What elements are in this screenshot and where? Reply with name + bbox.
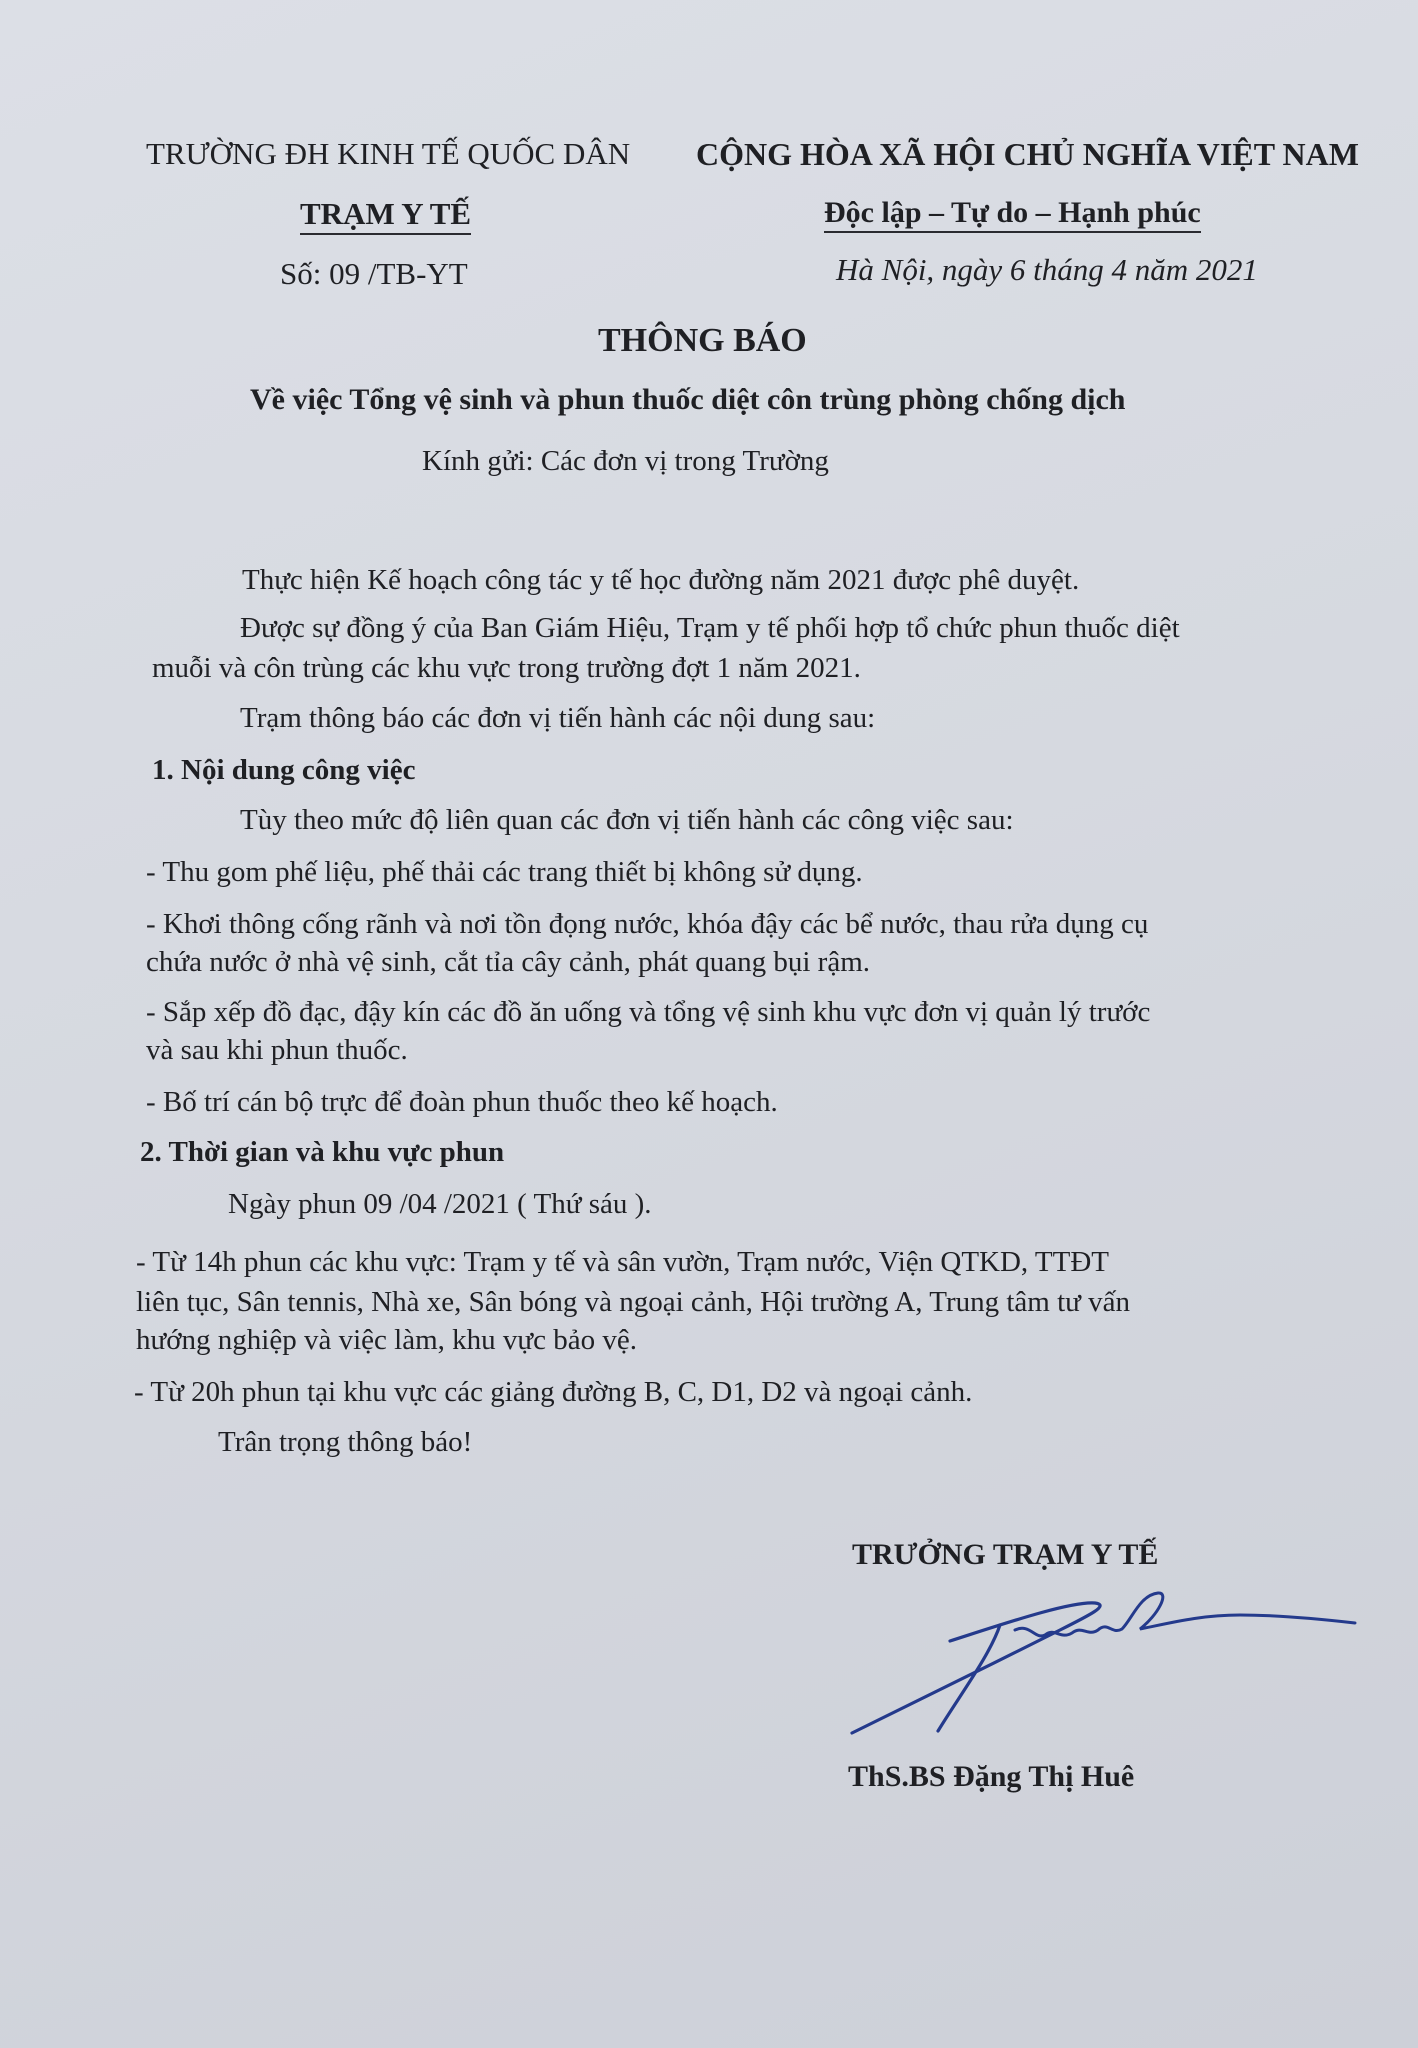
recipient-line: Kính gửi: Các đơn vị trong Trường [422, 445, 829, 477]
signer-title: TRƯỞNG TRẠM Y TẾ [852, 1538, 1159, 1571]
document-date: Hà Nội, ngày 6 tháng 4 năm 2021 [836, 252, 1258, 287]
section-2-item-1-line-1: - Từ 14h phun các khu vực: Trạm y tế và sân vườn, Trạm nước, Viện QTKD, TTĐT [136, 1246, 1109, 1278]
paragraph-1: Thực hiện Kế hoạch công tác y tế học đường năm 2021 được phê duyệt. [242, 564, 1080, 596]
document-subject: Về việc Tổng vệ sinh và phun thuốc diệt côn trùng phòng chống dịch [250, 383, 1126, 416]
issuing-organization: TRƯỜNG ĐH KINH TẾ QUỐC DÂN [146, 136, 631, 171]
section-1-item-1: - Thu gom phế liệu, phế thải các trang thiết bị không sử dụng. [146, 856, 863, 888]
section-1-intro: Tùy theo mức độ liên quan các đơn vị tiến hành các công việc sau: [240, 804, 1014, 836]
section-1-item-2-line-1: - Khơi thông cống rãnh và nơi tồn đọng nước, khóa đậy các bể nước, thau rửa dụng cụ [146, 908, 1149, 940]
section-2-item-2: - Từ 20h phun tại khu vực các giảng đường B, C, D1, D2 và ngoại cảnh. [134, 1376, 973, 1408]
signer-name: ThS.BS Đặng Thị Huê [848, 1760, 1135, 1793]
section-1-item-3-line-1: - Sắp xếp đồ đạc, đậy kín các đồ ăn uống và tổng vệ sinh khu vực đơn vị quản lý trước [146, 996, 1151, 1028]
paragraph-2-line-1: Được sự đồng ý của Ban Giám Hiệu, Trạm y tế phối hợp tổ chức phun thuốc diệt [240, 612, 1180, 644]
paragraph-2-line-2: muỗi và côn trùng các khu vực trong trường đợt 1 năm 2021. [152, 652, 861, 684]
closing-line: Trân trọng thông báo! [218, 1426, 473, 1458]
national-motto-label: Độc lập – Tự do – Hạnh phúc [824, 196, 1201, 233]
document-title: THÔNG BÁO [598, 322, 807, 359]
issuing-unit [300, 196, 471, 232]
country-name: CỘNG HÒA XÃ HỘI CHỦ NGHĨA VIỆT NAM [696, 136, 1359, 172]
document-number: Số: 09 /TB-YT [280, 256, 468, 291]
section-2-item-1-line-3: hướng nghiệp và việc làm, khu vực bảo vệ. [136, 1324, 637, 1356]
paragraph-3: Trạm thông báo các đơn vị tiến hành các nội dung sau: [240, 702, 876, 734]
section-1-item-3-line-2: và sau khi phun thuốc. [146, 1034, 408, 1066]
section-1-item-2-line-2: chứa nước ở nhà vệ sinh, cắt tỉa cây cảnh, phát quang bụi rậm. [146, 946, 871, 978]
section-2-date: Ngày phun 09 /04 /2021 ( Thứ sáu ). [228, 1188, 652, 1220]
section-1-heading: 1. Nội dung công việc [152, 754, 416, 786]
national-motto [824, 196, 1201, 230]
issuing-unit-label: TRẠM Y TẾ [300, 196, 471, 235]
section-2-heading: 2. Thời gian và khu vực phun [140, 1136, 505, 1168]
signature-stroke-icon [840, 1585, 1360, 1735]
section-1-item-4: - Bố trí cán bộ trực để đoàn phun thuốc theo kế hoạch. [146, 1086, 778, 1118]
section-2-item-1-line-2: liên tục, Sân tennis, Nhà xe, Sân bóng và ngoại cảnh, Hội trường A, Trung tâm tư vấn [136, 1286, 1130, 1318]
